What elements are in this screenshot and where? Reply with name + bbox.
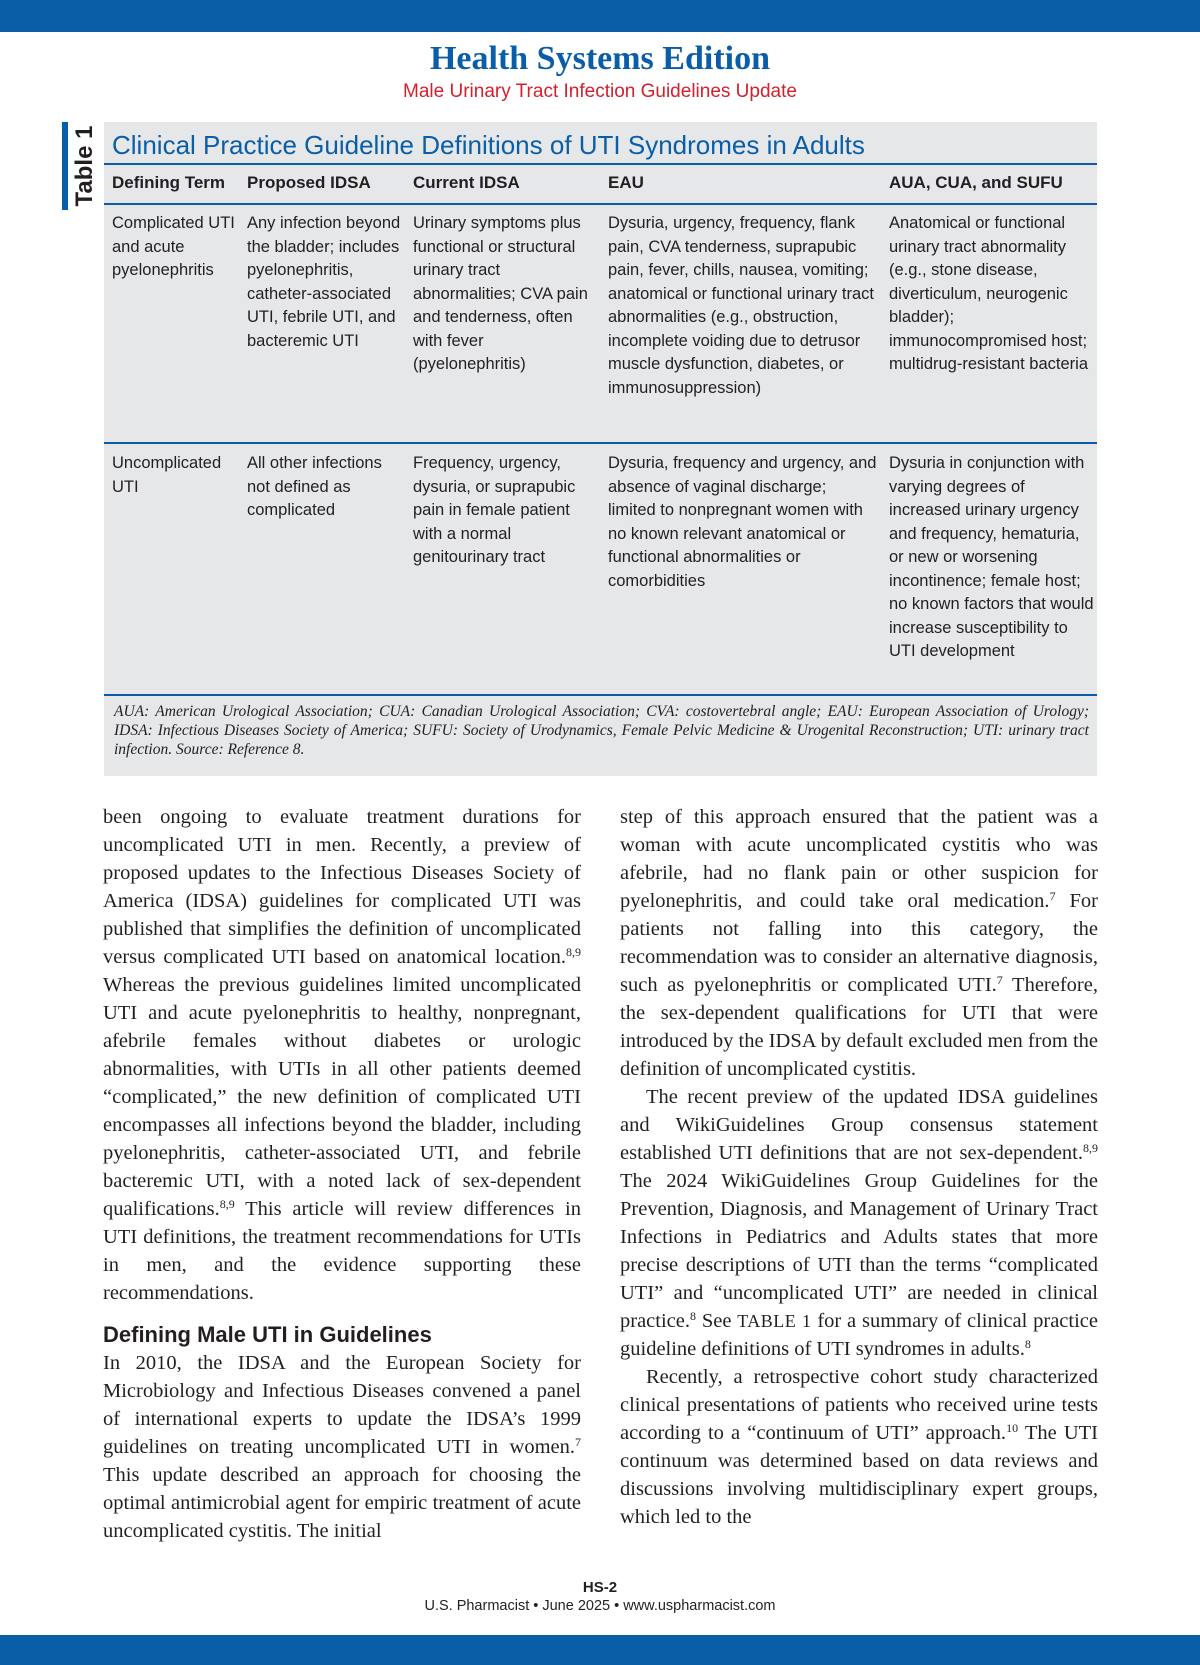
paragraph bbox=[620, 803, 1098, 1083]
edition-title: Health Systems Edition bbox=[429, 40, 771, 77]
guideline-table bbox=[104, 122, 1097, 776]
text-run: The 2024 WikiGuidelines Group Guidelines for the Prevention, Diagnosis, and Management of Urinary Tract Infections in Pediatrics and Adults states that more precise descriptions of UTI than the terms “complicated UTI” and “uncomplicated UTI” are needed in clinical practice. bbox=[620, 1170, 1098, 1332]
text-run: Whereas the previous guidelines limited uncomplicated UTI and acute pyelonephritis to healthy, nonpregnant, afebrile females without diabetes or urologic abnormalities, with UTIs in all other patients deemed “complicated,” the new definition of complicated UTI encompasses all infections beyond the bladder, including pyelonephritis, catheter-associated UTI, and febrile bacteremic UTI, with a noted lack of sex-dependent qualifications. bbox=[103, 974, 581, 1220]
table-cell: Complicated UTI and acute pyelonephritis bbox=[112, 214, 235, 279]
table-header-eau: EAU bbox=[608, 173, 644, 192]
citation: 7 bbox=[575, 1435, 581, 1449]
text-run: The recent preview of the updated IDSA guidelines and WikiGuidelines Group consensus statement established UTI definitions that are not sex-dependent. bbox=[620, 1086, 1098, 1164]
citation: 10 bbox=[1006, 1421, 1019, 1435]
table-header-defining-term: Defining Term bbox=[112, 173, 226, 192]
citation: 7 bbox=[996, 973, 1003, 987]
body-column-left bbox=[103, 803, 581, 1545]
table-header-aua-cua-sufu: AUA, CUA, and SUFU bbox=[889, 173, 1063, 192]
table-cell: Frequency, urgency, dysuria, or suprapubic pain in female patient with a normal genitourinary tract bbox=[413, 454, 576, 566]
table-reference: TABLE 1 bbox=[737, 1311, 812, 1331]
table-cell: Uncomplicated UTI bbox=[112, 454, 222, 496]
table-title: Clinical Practice Guideline Definitions of UTI Syndromes in Adults bbox=[112, 130, 865, 160]
article-subtitle: Male Urinary Tract Infection Guidelines Update bbox=[403, 81, 797, 102]
publication-info: U.S. Pharmacist • June 2025 • www.uspharmacist.com bbox=[424, 1598, 776, 1614]
table-rule-header bbox=[104, 203, 1097, 205]
citation: 8 bbox=[690, 1309, 696, 1323]
table-footnote: AUA: American Urological Association; CUA: Canadian Urological Association; CVA: costovertebral angle; EAU: European Association of Urology; IDSA: Infectious Diseases Society of America; SUFU: Society of Urodynamics, Female Pelvic Medicine & Urogenital Reconstruction; UTI: urinary tract infection. Source: Reference 8. bbox=[114, 703, 1089, 758]
text-run: See bbox=[696, 1310, 738, 1332]
page-number: HS-2 bbox=[582, 1579, 618, 1596]
page-header bbox=[0, 38, 1200, 104]
citation: 8,9 bbox=[1083, 1141, 1098, 1155]
page-footer bbox=[0, 1578, 1200, 1616]
table-cell: Dysuria, frequency and urgency, and absence of vaginal discharge; limited to nonpregnant women with no known relevant anatomical or functional abnormalities or comorbidities bbox=[608, 454, 877, 590]
text-run: step of this approach ensured that the patient was a woman with acute uncomplicated cystitis who was afebrile, had no flank pain or other suspicion for pyelonephritis, and could take oral medication. bbox=[620, 806, 1098, 912]
table-rule-row bbox=[104, 442, 1097, 444]
table-cell: Anatomical or functional urinary tract abnormality (e.g., stone disease, diverticulum, neurogenic bladder); immunocompromised host; multidrug-resistant bacteria bbox=[889, 214, 1088, 373]
table-label-text: Table 1 bbox=[71, 125, 98, 207]
text-run: This article will review differences in UTI definitions, the treatment recommendations for UTIs in men, and the evidence supporting these recommendations. bbox=[103, 1198, 581, 1304]
paragraph bbox=[103, 803, 581, 1307]
text-run: This update described an approach for choosing the optimal antimicrobial agent for empiric treatment of acute uncomplicated cystitis. The initial bbox=[103, 1464, 581, 1542]
citation: 8 bbox=[1024, 1337, 1031, 1351]
bottom-color-bar bbox=[0, 1635, 1200, 1665]
table-rule-bottom bbox=[104, 694, 1097, 696]
citation: 7 bbox=[1049, 889, 1056, 903]
table-header-current-idsa: Current IDSA bbox=[413, 173, 520, 192]
text-run: The UTI continuum was determined based on data reviews and discussions involving multidisciplinary expert groups, which led to the bbox=[620, 1422, 1098, 1528]
citation: 8,9 bbox=[219, 1197, 235, 1211]
paragraph bbox=[620, 1083, 1098, 1363]
table-cell: Urinary symptoms plus functional or structural urinary tract abnormalities; CVA pain and tenderness, often with fever (pyelonephritis) bbox=[413, 214, 588, 373]
top-color-bar bbox=[0, 0, 1200, 32]
text-run: In 2010, the IDSA and the European Society for Microbiology and Infectious Diseases convened a panel of international experts to update the IDSA’s 1999 guidelines on treating uncomplicated UTI in women. bbox=[103, 1352, 581, 1458]
table-cell: Dysuria in conjunction with varying degrees of increased urinary urgency and frequency, hematuria, or new or worsening incontinence; female host; no known factors that would increase susceptibility to UTI development bbox=[889, 454, 1094, 660]
text-run: Therefore, the sex-dependent qualifications for UTI that were introduced by the IDSA by default excluded men from the definition of uncomplicated cystitis. bbox=[620, 974, 1098, 1080]
table-cell: Any infection beyond the bladder; includes pyelonephritis, catheter-associated UTI, febrile UTI, and bacteremic UTI bbox=[247, 214, 401, 350]
table-header-proposed-idsa: Proposed IDSA bbox=[247, 173, 371, 192]
table-cell: All other infections not defined as complicated bbox=[247, 454, 382, 519]
text-run: been ongoing to evaluate treatment durations for uncomplicated UTI in men. Recently, a preview of proposed updates to the Infectious Diseases Society of America (IDSA) guidelines for complicated UTI was published that simplifies the definition of uncomplicated versus complicated UTI based on anatomical location. bbox=[103, 806, 581, 968]
text-run: For patients not falling into this category, the recommendation was to consider an alternative diagnosis, such as pyelonephritis or complicated UTI. bbox=[620, 890, 1098, 996]
table-cell: Dysuria, urgency, frequency, flank pain, CVA tenderness, suprapubic pain, fever, chills, nausea, vomiting; anatomical or functional urinary tract abnormalities (e.g., obstruction, incomplete voiding due to detrusor muscle dysfunction, diabetes, or immunosuppression) bbox=[608, 214, 874, 397]
text-run: for a summary of clinical practice guideline definitions of UTI syndromes in adults. bbox=[620, 1310, 1098, 1360]
table-label bbox=[68, 122, 102, 210]
body-column-right bbox=[620, 803, 1098, 1531]
section-heading: Defining Male UTI in Guidelines bbox=[103, 1322, 432, 1347]
citation: 8,9 bbox=[566, 945, 581, 959]
text-run: Recently, a retrospective cohort study characterized clinical presentations of patients who received urine tests according to a “continuum of UTI” approach. bbox=[620, 1366, 1098, 1444]
paragraph bbox=[620, 1363, 1098, 1531]
paragraph bbox=[103, 1349, 581, 1545]
table-rule-top bbox=[104, 163, 1097, 165]
